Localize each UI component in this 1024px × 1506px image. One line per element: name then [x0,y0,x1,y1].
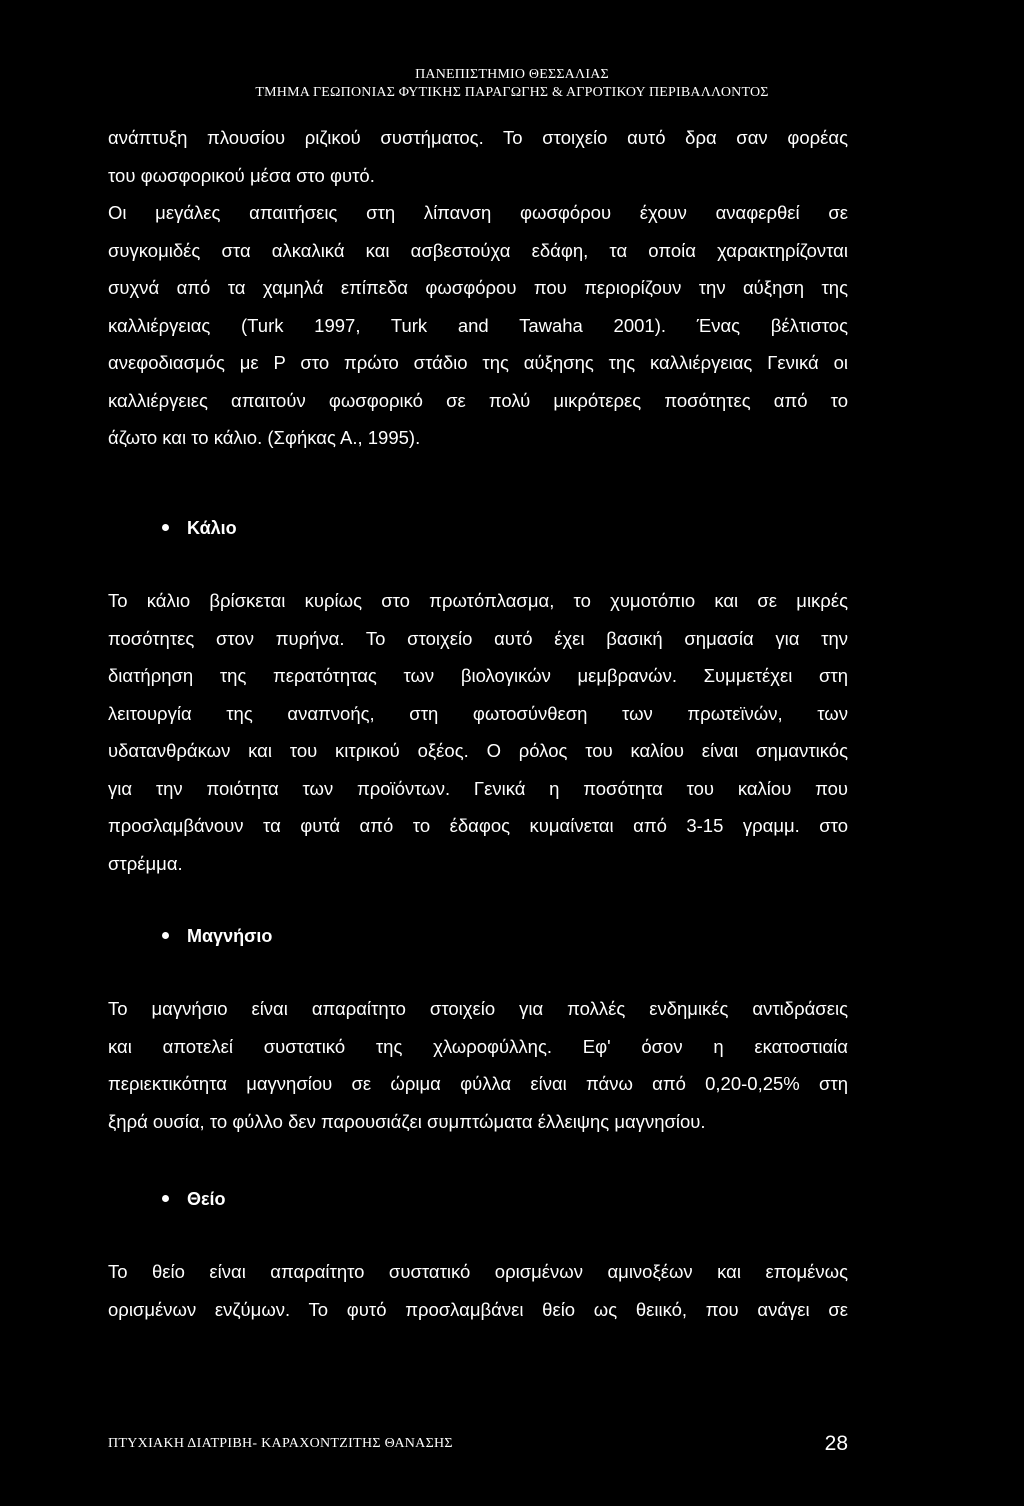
text-line: περιεκτικότητα μαγνησίου σε ώριμα φύλλα είναι πάνω από 0,20-0,25% στη [108,1073,848,1094]
text-line: άζωτο και το κάλιο. (Σφήκας Α., 1995). [108,427,421,448]
bullet-icon [162,524,169,531]
text-line: στρέμμα. [108,852,183,874]
section-heading-potassium: Κάλιο [162,515,237,541]
footer-author: ΠΤΥΧΙΑΚΗ ΔΙΑΤΡΙΒΗ- ΚΑΡΑΧΟΝΤΖΙΤΗΣ ΘΑΝΑΣΗΣ [108,1436,453,1451]
text-line: ανάπτυξη πλουσίου ριζικού συστήματος. Το στοιχείο αυτό δρα σαν φορέας [108,127,848,148]
text-line: υδατανθράκων και του κιτρικού οξέος. Ο ρόλος του καλίου είναι σημαντικός [108,740,848,761]
text-line: Το κάλιο βρίσκεται κυρίως στο πρωτόπλασμα, το χυμοτόπιο και σε μικρές [108,590,848,611]
page-footer [108,1432,848,1462]
text-line: ποσότητες στον πυρήνα. Το στοιχείο αυτό έχει βασική σημασία για την [108,627,848,649]
university-name: ΠΑΝΕΠΙΣΤΗΜΙΟ ΘΕΣΣΑΛΙΑΣ [415,67,609,82]
text-line: Το μαγνήσιο είναι απαραίτητο στοιχείο για πολλές ενδημικές αντιδράσεις [108,998,848,1019]
page-header [0,66,1024,102]
page-number: 28 [824,1432,848,1455]
text-line: λειτουργία της αναπνοής, στη φωτοσύνθεση των πρωτεϊνών, των [108,702,848,724]
text-line: καλλιέργειες απαιτούν φωσφορικό σε πολύ μικρότερες ποσότητες από το [108,389,848,411]
section-heading-sulfur: Θείο [162,1186,226,1212]
section-heading-magnesium: Μαγνήσιο [162,923,272,949]
text-line: συγκομιδές στα αλκαλικά και ασβεστούχα εδάφη, τα οποία χαρακτηρίζονται [108,239,848,261]
text-line: ορισμένων ενζύμων. Το φυτό προσλαμβάνει θείο ως θειικό, που ανάγει σε [108,1298,848,1320]
text-line: καλλιέργειας (Turk 1997, Turk and Tawaha 2001). Ένας βέλτιστος [108,314,848,336]
potassium-paragraph [108,582,848,882]
text-line: προσλαμβάνουν τα φυτά από το έδαφος κυμαίνεται από 3-15 γραμμ. στο [108,815,848,836]
bullet-icon [162,1195,169,1202]
text-line: διατήρηση της περατότητας των βιολογικών μεμβρανών. Συμμετέχει στη [108,665,848,686]
text-line: και αποτελεί συστατικό της χλωροφύλλης. Εφ' όσον η εκατοστιαία [108,1035,848,1057]
text-line: του φωσφορικού μέσα στο φυτό. [108,164,375,186]
intro-paragraph [108,119,848,457]
text-line: ανεφοδιασμός με Ρ στο πρώτο στάδιο της αύξησης της καλλιέργειας Γενικά οι [108,352,848,373]
text-line: συχνά από τα χαμηλά επίπεδα φωσφόρου που περιορίζουν την αύξηση της [108,277,848,298]
magnesium-paragraph [108,990,848,1140]
text-line: Οι μεγάλες απαιτήσεις στη λίπανση φωσφόρου έχουν αναφερθεί σε [108,202,848,223]
bullet-icon [162,932,169,939]
department-name: ΤΜΗΜΑ ΓΕΩΠΟΝΙΑΣ ΦΥΤΙΚΗΣ ΠΑΡΑΓΩΓΗΣ & ΑΓΡΟΤΙΚΟΥ ΠΕΡΙΒΑΛΛΟΝΤΟΣ [255,85,769,100]
sulfur-paragraph [108,1253,848,1328]
text-line: ξηρά ουσία, το φύλλο δεν παρουσιάζει συμπτώματα έλλειψης μαγνησίου. [108,1110,706,1132]
text-line: Το θείο είναι απαραίτητο συστατικό ορισμένων αμινοξέων και επομένως [108,1261,848,1282]
text-line: για την ποιότητα των προϊόντων. Γενικά η ποσότητα του καλίου που [108,777,848,799]
